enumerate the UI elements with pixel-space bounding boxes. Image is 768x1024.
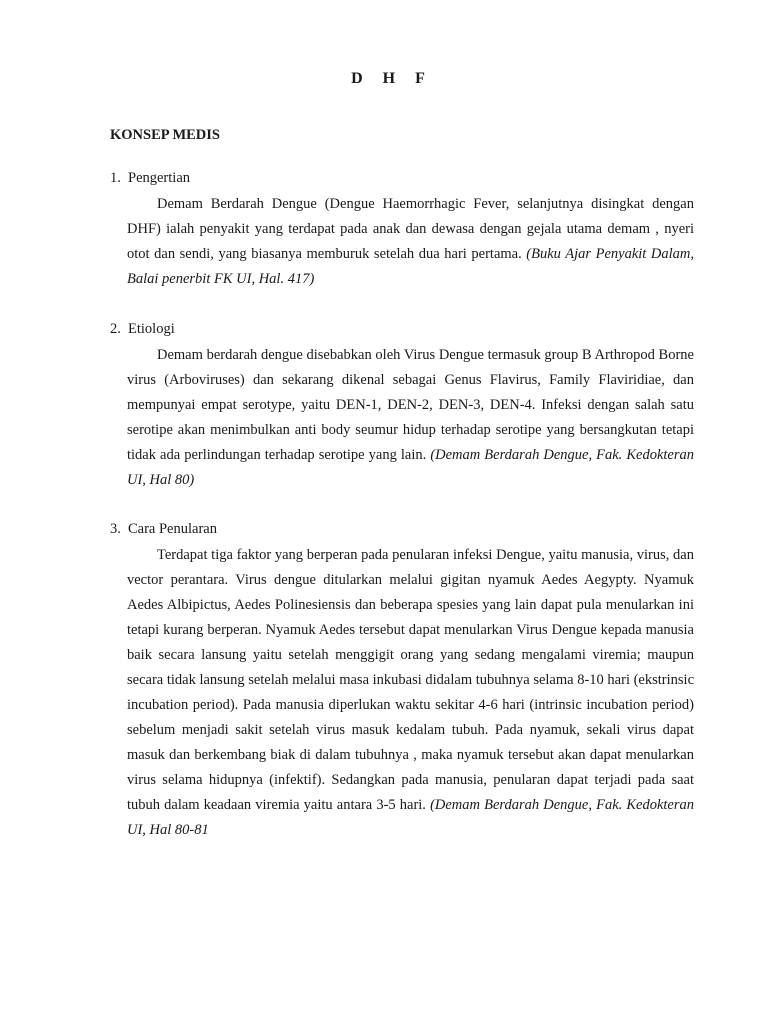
- list-item-cara-penularan: [110, 519, 694, 843]
- list-item-paragraph: [127, 192, 694, 292]
- list-item-paragraph: [127, 343, 694, 493]
- list-item-paragraph: [127, 543, 694, 843]
- paragraph-text: Terdapat tiga faktor yang berperan pada penularan infeksi Dengue, yaitu manusia, virus, dan vector perantara. Virus dengue ditularkan melalui gigitan nyamuk Aedes Aegypty. Nyamuk Aedes Albipictus, Aedes Polinesiensis dan beberapa spesies yang lain dapat pula menularkan ini tetapi kurang berperan. Nyamuk Aedes tersebut dapat menularkan Virus Dengue kepada manusia baik secara lansung yaitu setelah menggigit orang yang sedang mengalami viremia; maupun secara tidak lansung setelah melalui masa inkubasi didalam tubuhnya selama 8-10 hari (ekstrinsic incubation period). Pada manusia diperlukan waktu sekitar 4-6 hari (intrinsic incubation period) sebelum menjadi sakit setelah virus masuk kedalam tubuh. Pada nyamuk, sekali virus dapat masuk dan berkembang biak di dalam tubuhnya , maka nyamuk tersebut akan dapat menularkan virus selama hidupnya (infektif). Sedangkan pada manusia, penularan dapat terjadi pada saat tubuh dalam keadaan viremia yaitu antara 3-5 hari.: [127, 547, 694, 813]
- list-item-header: [110, 519, 694, 539]
- list-item-title: Pengertian: [128, 170, 191, 186]
- list-item-title: Etiologi: [128, 321, 175, 337]
- section-heading: KONSEP MEDIS: [110, 127, 220, 143]
- list-item-number: 1.: [110, 170, 121, 186]
- citation: (Demam Berdarah Dengue, Fak. Kedokteran UI, Hal 80): [127, 447, 694, 488]
- list-item-pengertian: [110, 168, 694, 292]
- list-item-etiologi: [110, 319, 694, 493]
- document-title: D H F: [351, 70, 433, 87]
- paragraph-text: Demam berdarah dengue disebabkan oleh Virus Dengue termasuk group B Arthropod Borne virus (Arboviruses) dan sekarang dikenal sebagai Genus Flavirus, Family Flaviridiae, dan mempunyai empat serotype, yaitu DEN-1, DEN-2, DEN-3, DEN-4. Infeksi dengan salah satu serotipe akan menimbulkan anti body seumur hidup terhadap serotipe yang bersangkutan tetapi tidak ada perlindungan terhadap serotipe yang lain.: [127, 347, 694, 463]
- paragraph-text: Demam Berdarah Dengue (Dengue Haemorrhagic Fever, selanjutnya disingkat dengan DHF) ialah penyakit yang terdapat pada anak dan dewasa dengan gejala utama demam , nyeri otot dan sendi, yang biasanya memburuk setelah dua hari pertama.: [127, 196, 694, 262]
- list-item-number: 3.: [110, 521, 121, 537]
- list-item-header: [110, 319, 694, 339]
- list-item-number: 2.: [110, 321, 121, 337]
- list-item-title: Cara Penularan: [128, 521, 217, 537]
- citation: (Demam Berdarah Dengue, Fak. Kedokteran UI, Hal 80-81: [127, 797, 695, 838]
- list-item-header: [110, 168, 694, 188]
- citation: (Buku Ajar Penyakit Dalam, Balai penerbit FK UI, Hal. 417): [127, 246, 694, 287]
